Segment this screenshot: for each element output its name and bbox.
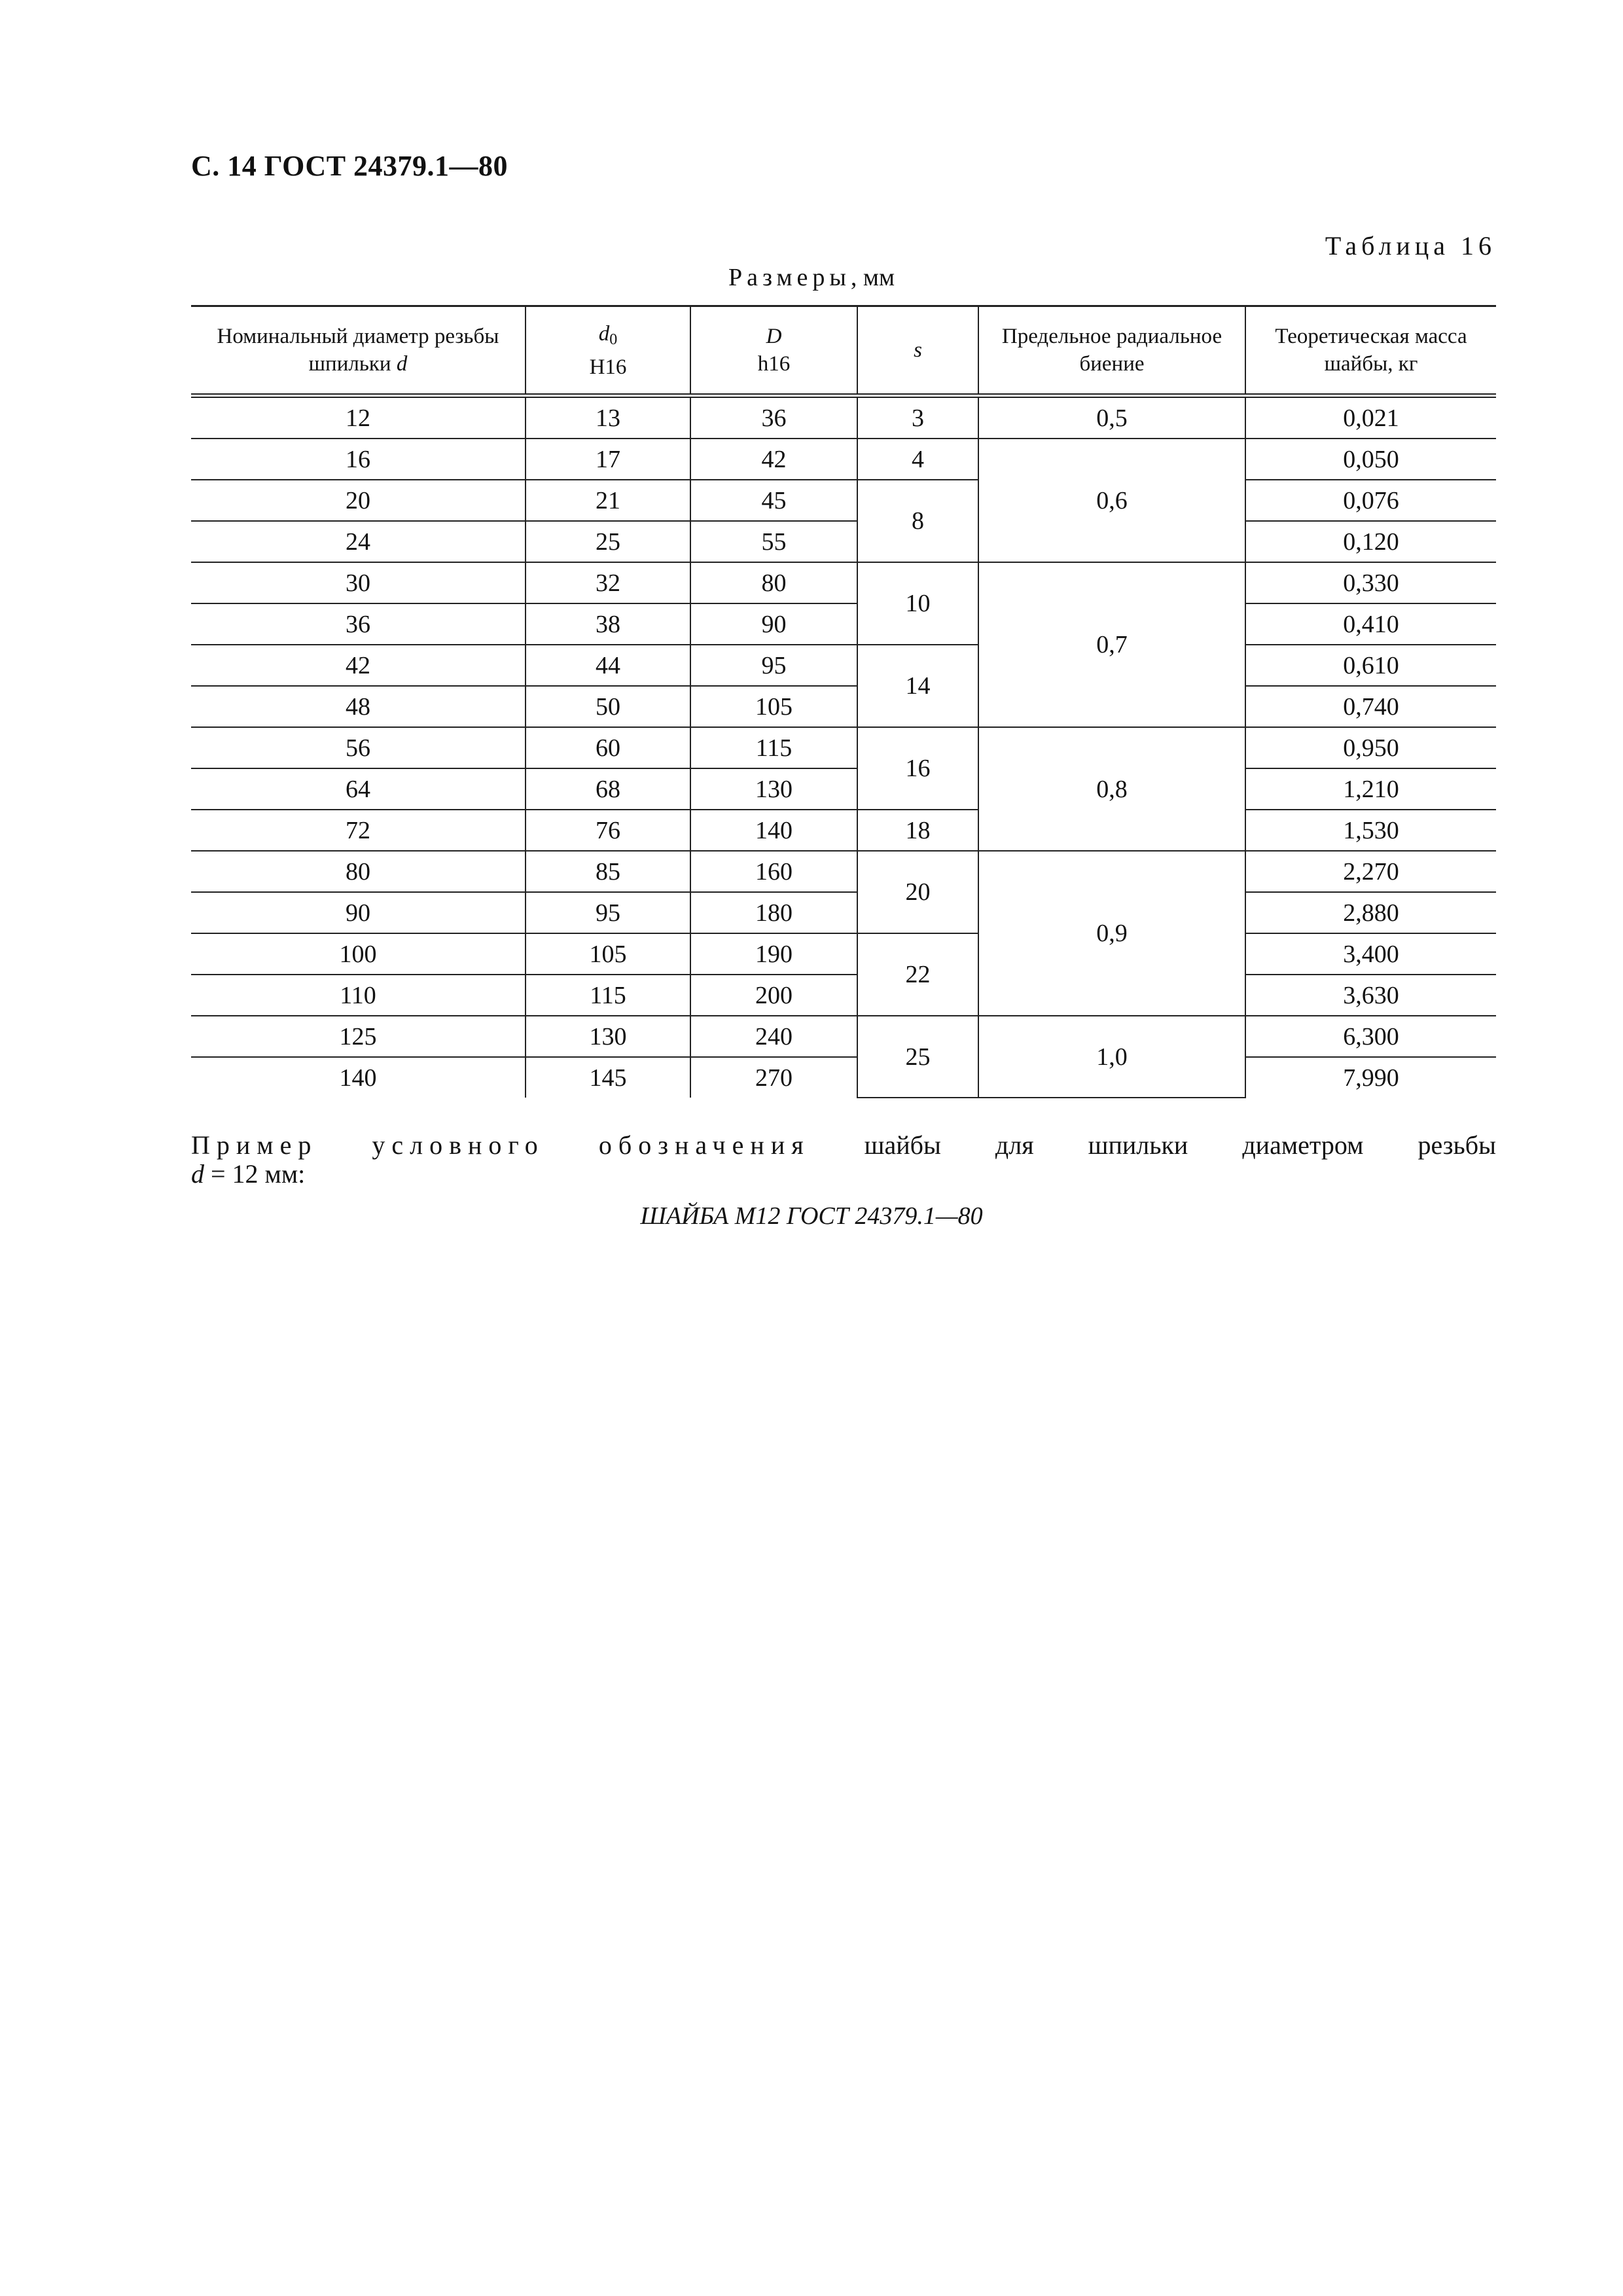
col-D-symbol: D: [766, 325, 782, 348]
cell-s: 18: [857, 810, 978, 851]
table-row: [191, 975, 1496, 1016]
cell-d0: 115: [526, 975, 690, 1016]
cell-D: 80: [690, 562, 857, 603]
cell-mass: 3,400: [1245, 933, 1496, 975]
cell-d: 30: [191, 562, 526, 603]
cell-mass: 0,610: [1245, 645, 1496, 686]
cell-d: 64: [191, 768, 526, 810]
example-line-1: [191, 1131, 1496, 1160]
cell-d: 125: [191, 1016, 526, 1057]
cell-mass: 2,880: [1245, 892, 1496, 933]
cell-runout: 1,0: [978, 1016, 1245, 1098]
col-mass-line2: шайбы, кг: [1324, 352, 1418, 376]
cell-mass: 0,410: [1245, 603, 1496, 645]
col-s-symbol: s: [914, 338, 922, 362]
cell-D: 36: [690, 396, 857, 439]
col-mass-line1: Теоретическая масса: [1275, 325, 1467, 348]
cell-d0: 85: [526, 851, 690, 892]
cell-mass: 0,076: [1245, 480, 1496, 521]
table-row: [191, 768, 1496, 810]
cell-d: 36: [191, 603, 526, 645]
example-word: Пример: [191, 1130, 318, 1160]
table-row: [191, 645, 1496, 686]
table-label: Таблица 16: [1325, 231, 1496, 260]
cell-D: 95: [690, 645, 857, 686]
col-nominal-line1: Номинальный диаметр резьбы: [217, 325, 499, 348]
header-row: [191, 306, 1496, 396]
cell-mass: 2,270: [1245, 851, 1496, 892]
designation-example: [191, 1131, 1496, 1189]
example-word: условного: [372, 1130, 544, 1160]
cell-d: 72: [191, 810, 526, 851]
cell-mass: 1,210: [1245, 768, 1496, 810]
cell-d: 24: [191, 521, 526, 562]
cell-mass: 0,330: [1245, 562, 1496, 603]
example-symbol: d: [191, 1159, 204, 1189]
example-word: шайбы: [864, 1130, 941, 1160]
cell-runout: 0,9: [978, 851, 1245, 1016]
table-row: [191, 521, 1496, 562]
cell-D: 140: [690, 810, 857, 851]
table-row: [191, 1016, 1496, 1057]
cell-d0: 130: [526, 1016, 690, 1057]
cell-d0: 25: [526, 521, 690, 562]
col-D-tolerance: h16: [757, 352, 791, 376]
col-d0: [526, 306, 690, 396]
cell-s: 10: [857, 562, 978, 645]
table-caption: [0, 263, 1623, 292]
cell-d0: 68: [526, 768, 690, 810]
table-row: [191, 851, 1496, 892]
table-row: [191, 1057, 1496, 1098]
cell-d: 140: [191, 1057, 526, 1098]
cell-mass: 1,530: [1245, 810, 1496, 851]
cell-D: 90: [690, 603, 857, 645]
cell-d0: 105: [526, 933, 690, 975]
table-row: [191, 933, 1496, 975]
cell-D: 270: [690, 1057, 857, 1098]
cell-d0: 38: [526, 603, 690, 645]
cell-d0: 50: [526, 686, 690, 727]
cell-D: 130: [690, 768, 857, 810]
col-nominal-diameter: [191, 306, 526, 396]
table-row: [191, 686, 1496, 727]
cell-s: 4: [857, 439, 978, 480]
cell-d0: 60: [526, 727, 690, 768]
cell-runout: 0,6: [978, 439, 1245, 562]
cell-d: 48: [191, 686, 526, 727]
col-nominal-line2: шпильки: [308, 352, 391, 376]
cell-s: 25: [857, 1016, 978, 1098]
col-s: [857, 306, 978, 396]
cell-d0: 13: [526, 396, 690, 439]
col-d0-tolerance: H16: [589, 355, 627, 379]
cell-s: 20: [857, 851, 978, 933]
cell-d0: 76: [526, 810, 690, 851]
cell-D: 160: [690, 851, 857, 892]
cell-s: 14: [857, 645, 978, 727]
table-row: [191, 480, 1496, 521]
col-theoretical-mass: [1245, 306, 1496, 396]
cell-s: 8: [857, 480, 978, 562]
table-row: [191, 727, 1496, 768]
col-D: [690, 306, 857, 396]
cell-d0: 145: [526, 1057, 690, 1098]
cell-d: 90: [191, 892, 526, 933]
cell-s: 22: [857, 933, 978, 1016]
table-row: [191, 439, 1496, 480]
cell-d: 56: [191, 727, 526, 768]
cell-D: 115: [690, 727, 857, 768]
cell-s: 16: [857, 727, 978, 810]
example-word: для: [995, 1130, 1034, 1160]
cell-d0: 44: [526, 645, 690, 686]
cell-mass: 0,950: [1245, 727, 1496, 768]
example-word: обозначения: [598, 1130, 810, 1160]
table-row: [191, 603, 1496, 645]
cell-runout: 0,8: [978, 727, 1245, 851]
col-nominal-symbol: d: [396, 352, 408, 376]
cell-d0: 21: [526, 480, 690, 521]
cell-s: 3: [857, 396, 978, 439]
example-value: = 12 мм:: [204, 1159, 306, 1189]
cell-D: 180: [690, 892, 857, 933]
cell-D: 190: [690, 933, 857, 975]
cell-mass: 0,050: [1245, 439, 1496, 480]
dimensions-table: [191, 305, 1496, 1098]
cell-d: 100: [191, 933, 526, 975]
cell-D: 55: [690, 521, 857, 562]
example-line-2: [191, 1160, 1496, 1189]
col-d0-symbol: d: [598, 321, 610, 346]
cell-d: 80: [191, 851, 526, 892]
designation-text: ШАЙБА М12 ГОСТ 24379.1—80: [640, 1202, 983, 1230]
cell-d: 20: [191, 480, 526, 521]
cell-mass: 0,021: [1245, 396, 1496, 439]
table-row: [191, 892, 1496, 933]
caption-word: Размеры: [728, 264, 851, 291]
page-header: С. 14 ГОСТ 24379.1—80: [191, 150, 508, 182]
cell-D: 105: [690, 686, 857, 727]
cell-d: 16: [191, 439, 526, 480]
example-word: резьбы: [1418, 1130, 1496, 1160]
cell-mass: 7,990: [1245, 1057, 1496, 1098]
caption-unit: , мм: [850, 264, 895, 291]
col-runout-line1: Предельное радиальное: [1001, 325, 1222, 348]
cell-d: 42: [191, 645, 526, 686]
example-word: диаметром: [1242, 1130, 1364, 1160]
cell-d: 110: [191, 975, 526, 1016]
cell-mass: 3,630: [1245, 975, 1496, 1016]
cell-D: 45: [690, 480, 857, 521]
cell-D: 200: [690, 975, 857, 1016]
cell-D: 42: [690, 439, 857, 480]
col-radial-runout: [978, 306, 1245, 396]
table-row: [191, 810, 1496, 851]
col-d0-subscript: 0: [609, 331, 618, 348]
cell-mass: 6,300: [1245, 1016, 1496, 1057]
cell-mass: 0,120: [1245, 521, 1496, 562]
cell-d: 12: [191, 396, 526, 439]
cell-d0: 32: [526, 562, 690, 603]
col-runout-line2: биение: [1079, 352, 1145, 376]
cell-mass: 0,740: [1245, 686, 1496, 727]
table-row: [191, 562, 1496, 603]
cell-d0: 17: [526, 439, 690, 480]
cell-d0: 95: [526, 892, 690, 933]
cell-runout: 0,7: [978, 562, 1245, 727]
cell-D: 240: [690, 1016, 857, 1057]
example-word: шпильки: [1088, 1130, 1188, 1160]
table-row: [191, 396, 1496, 439]
cell-runout: 0,5: [978, 396, 1245, 439]
